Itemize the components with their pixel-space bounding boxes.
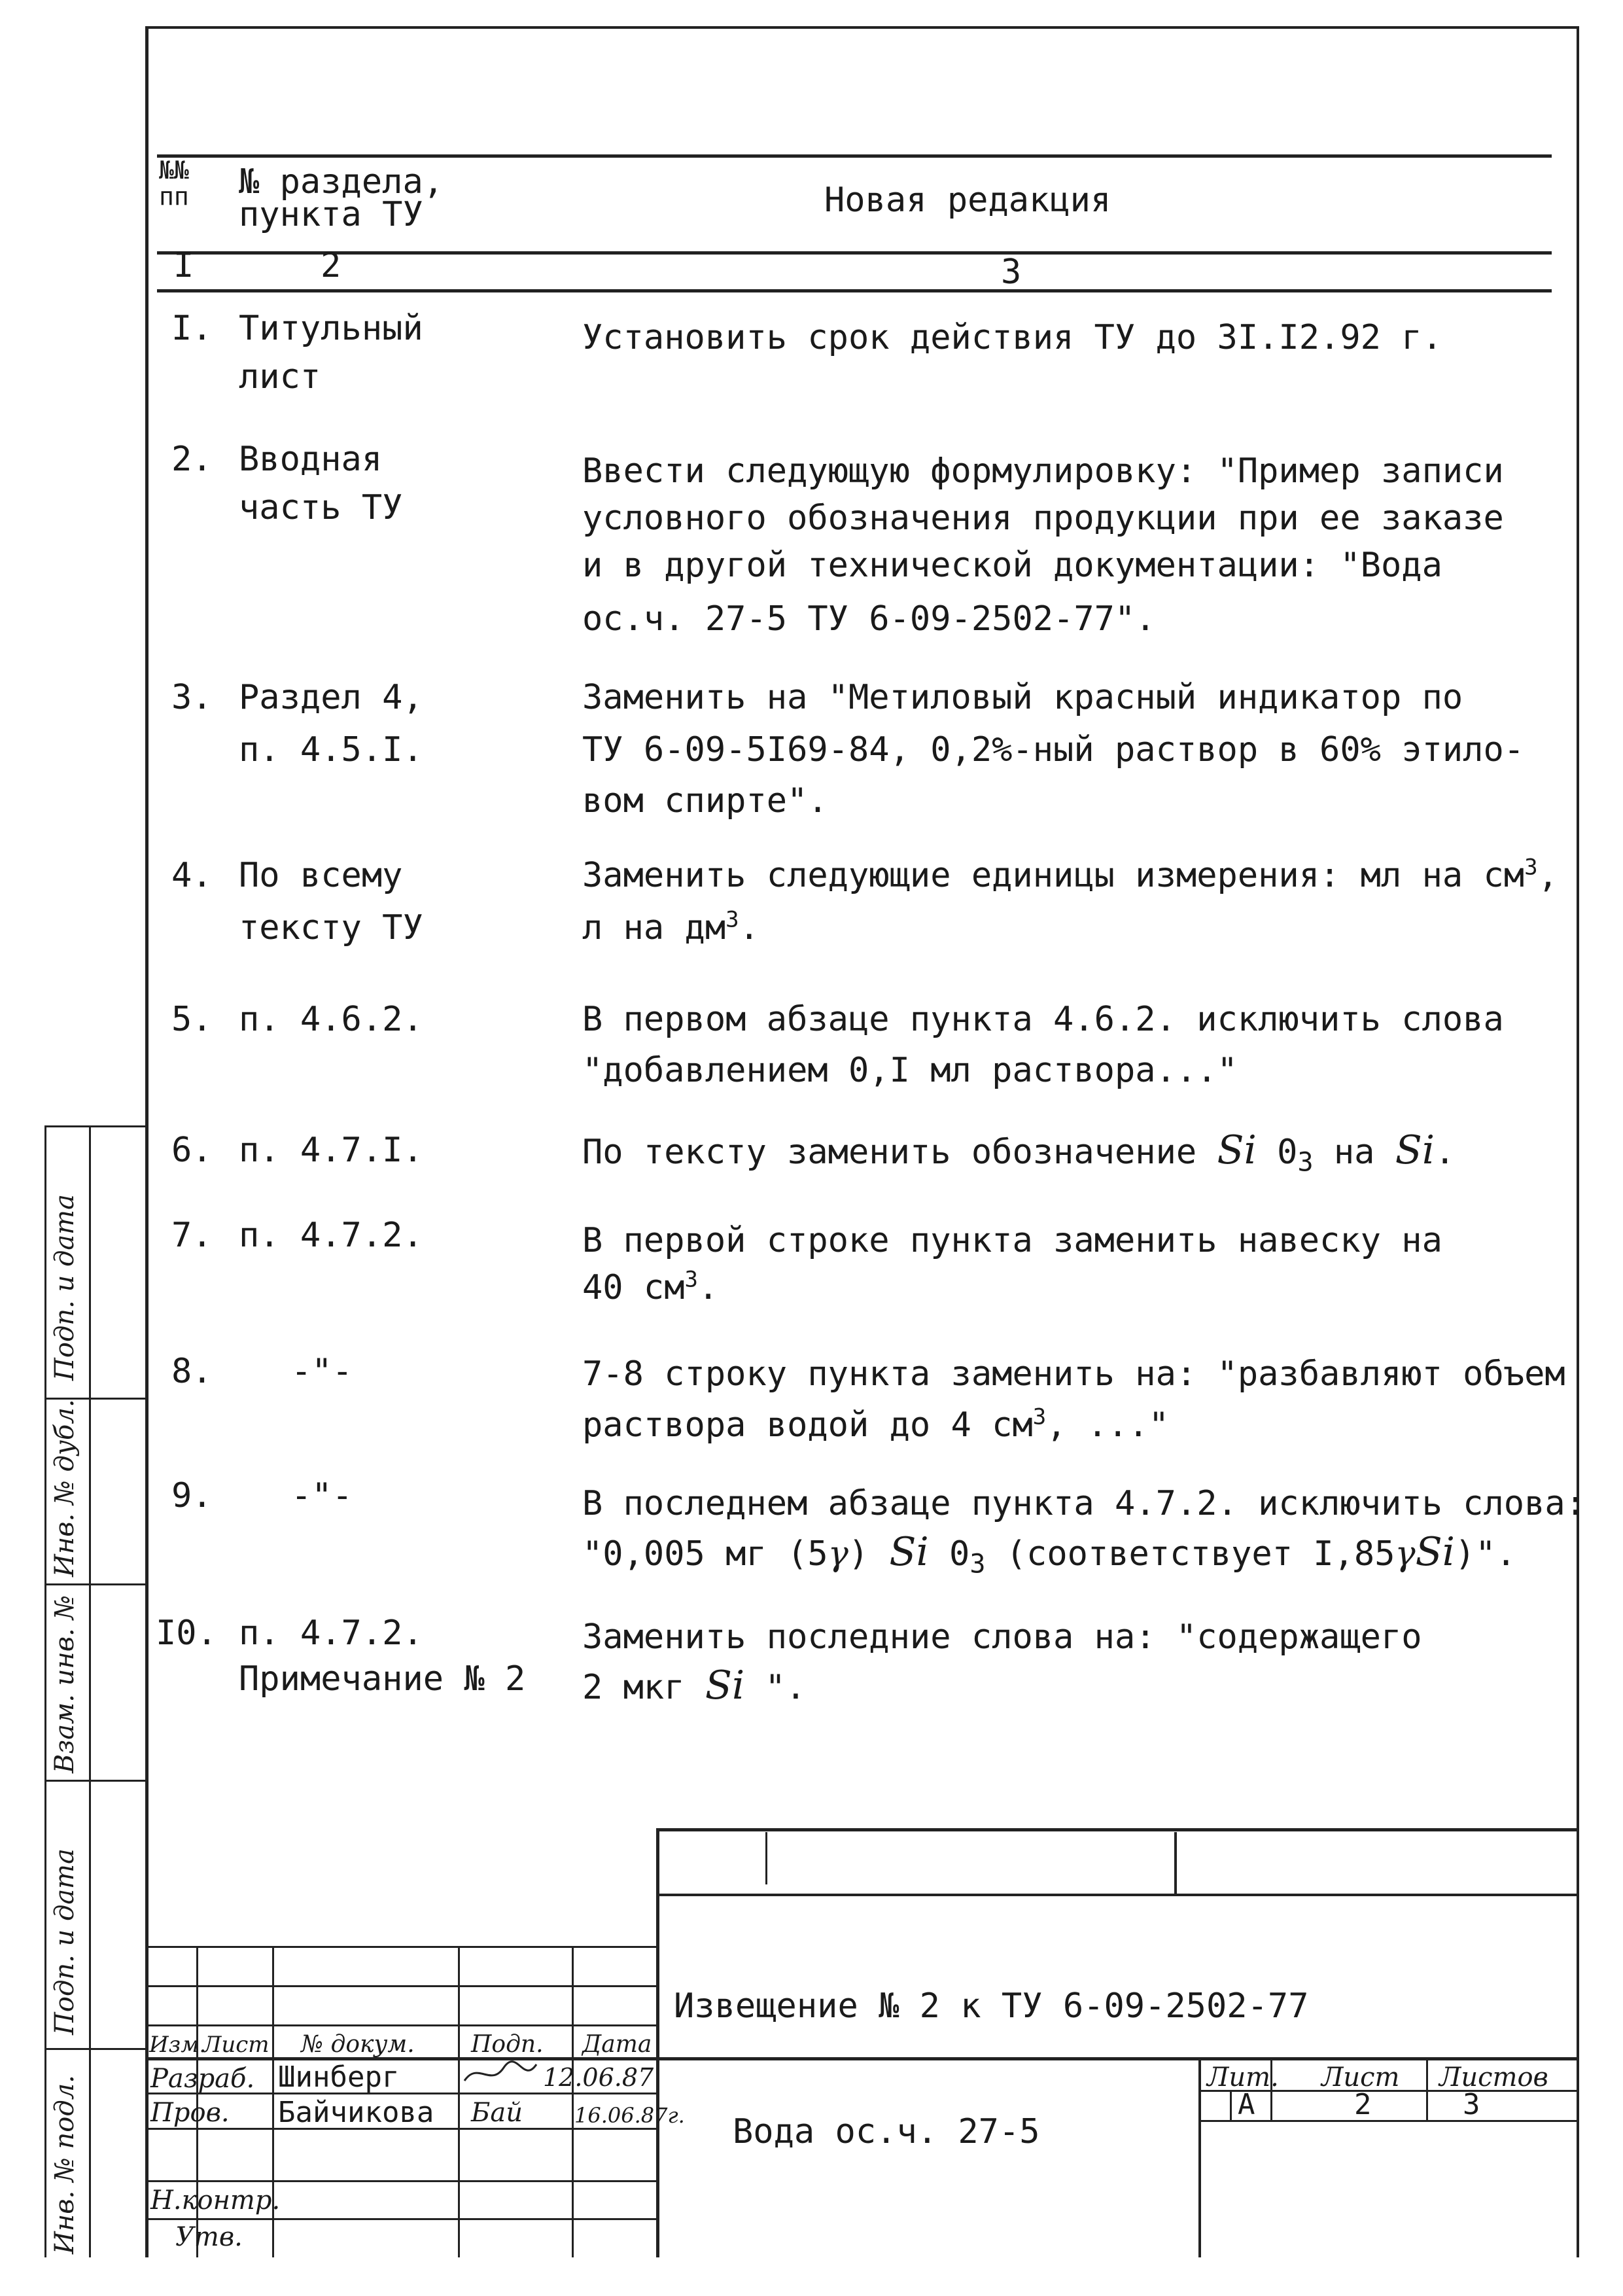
stamp-top-mark [765, 1832, 767, 1884]
row-8-text-2: раствора водой до 4 $см^3$, ..." [582, 1404, 1170, 1445]
col-izm: Изм. [149, 2032, 207, 2058]
header-col-section-1: № раздела, [239, 162, 444, 202]
stamp-lit-left [1198, 2060, 1201, 2257]
stamp-rule-left-2 [145, 1985, 656, 1987]
sheet-label: Лист [1321, 2062, 1400, 2093]
razrab-name: Шинберг [278, 2060, 400, 2094]
row-3-text-2: ТУ 6-09-5I69-84, 0,2%-ный раствор в 60% этило- [582, 730, 1525, 769]
si-symbol: Si [705, 1663, 745, 1708]
lit-label: Лит. [1207, 2062, 1279, 2093]
row-10-text-2: 2 мкг Si ". [582, 1663, 807, 1708]
row-9-section-1: -"- [291, 1476, 353, 1515]
prov-date: 16.06.87г. [574, 2103, 685, 2128]
prov-label: Пров. [150, 2098, 230, 2128]
si-symbol: Si [1395, 1127, 1435, 1173]
sidebar-podp-data-top: Подп. и дата [50, 1194, 80, 1381]
sidebar-rule-5 [44, 2048, 145, 2050]
header-col-new-text: Новая редакция [824, 181, 1111, 220]
row-9-text-1: В последнем абзаце пункта 4.7.2. исключить слова: [582, 1484, 1586, 1523]
row-8-section-1: -"- [291, 1352, 353, 1391]
row-8-text-1: 7-8 строку пункта заменить на: "разбавляют объем [582, 1354, 1565, 1394]
row-3-text-1: Заменить на "Метиловый красный индикатор по [582, 678, 1463, 717]
stamp-rule-left-7 [145, 2218, 656, 2220]
row-7-text-2: 40 $см^3$. [582, 1266, 719, 1307]
stamp-lit-cell [1230, 2090, 1232, 2120]
header-bottom-rule [157, 289, 1552, 292]
stamp-col-4 [572, 1946, 574, 2257]
row-7-text-1: В первой строке пункта заменить навеску на [582, 1221, 1442, 1260]
row-2-section-2: часть ТУ [239, 488, 403, 527]
row-9-num: 9. [171, 1476, 213, 1515]
row-7-num: 7. [171, 1216, 213, 1255]
prov-name: Байчикова [278, 2096, 434, 2129]
sidebar-rule-4 [44, 1780, 145, 1782]
header-top-rule [157, 154, 1552, 158]
row-5-num: 5. [171, 1000, 213, 1039]
row-4-section-1: По всему [239, 856, 403, 895]
prov-signature: Бай [471, 2098, 523, 2128]
row-4-section-2: тексту ТУ [239, 908, 423, 947]
row-10-section-1: п. 4.7.2. [239, 1614, 423, 1653]
stamp-sheet-col [1426, 2060, 1428, 2120]
razrab-label: Разраб. [150, 2064, 255, 2094]
stamp-top-rule [656, 1828, 1579, 1831]
row-7-section-1: п. 4.7.2. [239, 1216, 423, 1255]
stamp-col-3 [458, 1946, 460, 2257]
stamp-rule-left-1 [145, 1946, 656, 1948]
si-symbol: Si [1217, 1127, 1257, 1173]
row-4-text-2: л на $дм^3$. [582, 906, 759, 947]
si-symbol: Si [1415, 1529, 1455, 1575]
row-4-text-1: Заменить следующие единицы измерения: мл на $см^3$, [582, 854, 1558, 895]
row-3-num: 3. [171, 678, 213, 717]
sheets-value: 3 [1463, 2088, 1480, 2121]
razrab-date: 12.06.87 [543, 2063, 654, 2092]
row-6-num: 6. [171, 1131, 213, 1170]
row-3-section-2: п. 4.5.I. [239, 730, 423, 769]
stamp-lit-rule-2 [1198, 2120, 1579, 2122]
row-3-section-1: Раздел 4, [239, 678, 423, 717]
row-2-num: 2. [171, 440, 213, 479]
si-symbol: Si [889, 1529, 929, 1575]
row-1-section-1: Титульный [239, 309, 423, 348]
row-2-section-1: Вводная [239, 440, 383, 479]
header-num-3: 3 [1001, 253, 1022, 292]
row-10-text-1: Заменить последние слова на: "содержащего [582, 1617, 1422, 1657]
stamp-top-divider [1174, 1832, 1177, 1894]
row-6-section-1: п. 4.7.I. [239, 1131, 423, 1170]
row-1-section-2: лист [239, 357, 321, 397]
row-2-text-3: и в другой технической документации: "Вода [582, 546, 1442, 585]
row-10-section-2: Примечание № 2 [239, 1659, 526, 1699]
stamp-left-border [656, 1828, 659, 2257]
sidebar-rule-3 [44, 1583, 145, 1585]
utv-label: Утв. [175, 2222, 243, 2252]
row-3-text-3: вом спирте". [582, 781, 828, 821]
row-1-text-1: Установить срок действия ТУ до 3I.I2.92 г. [582, 318, 1442, 357]
row-4-num: 4. [171, 856, 213, 895]
sheets-label: Листов [1439, 2062, 1548, 2093]
notice-text: Извещение № 2 к ТУ 6-09-2502-77 [674, 1987, 1309, 2026]
sidebar-outer [44, 1125, 46, 2257]
row-10-num: I0. [156, 1614, 217, 1653]
sidebar-inv-dubl: Инв. № дубл. [50, 1399, 80, 1577]
stamp-rule-left-3 [145, 2024, 656, 2026]
row-8-num: 8. [171, 1352, 213, 1391]
row-2-text-2: условного обозначения продукции при ее заказе [582, 499, 1504, 538]
header-col-number: №№ пп [159, 156, 189, 211]
razrab-signature [458, 2055, 543, 2094]
row-5-text-2: "добавлением 0,I мл раствора..." [582, 1051, 1238, 1090]
product-name: Вода ос.ч. 27-5 [733, 2112, 1040, 2151]
sheet-value: 2 [1354, 2088, 1372, 2121]
row-1-num: I. [171, 309, 213, 348]
col-date: Дата [582, 2031, 652, 2058]
header-num-1: I [173, 246, 194, 285]
sidebar-inv-podl: Инв. № подл. [50, 2075, 80, 2254]
col-doc: № докум. [301, 2031, 415, 2058]
row-6-text: По тексту заменить обозначение Si $0_3$ на Si. [582, 1127, 1456, 1178]
header-mid-rule [157, 251, 1552, 255]
nkontr-label: Н.контр. [150, 2185, 281, 2216]
row-2-text-4: ос.ч. 27-5 ТУ 6-09-2502-77". [582, 599, 1156, 639]
sidebar-podp-data-bottom: Подп. и дата [50, 1848, 80, 2035]
stamp-rule-left-6 [145, 2180, 656, 2182]
row-5-section-1: п. 4.6.2. [239, 1000, 423, 1039]
lit-value: А [1238, 2088, 1255, 2121]
sidebar-vzam-inv: Взам. инв. № [50, 1595, 80, 1773]
col-sign: Подп. [471, 2031, 544, 2058]
sidebar-inner [89, 1125, 91, 2257]
header-num-2: 2 [321, 246, 341, 285]
sidebar-rule-1 [44, 1125, 145, 1127]
row-2-text-1: Ввести следующую формулировку: "Пример записи [582, 451, 1504, 491]
stamp-rule-2 [656, 1894, 1579, 1896]
col-list: Лист [203, 2032, 270, 2058]
row-9-text-2: "0,005 мг (5γ) Si $0_3$ (соответствует I,85γSi)". [582, 1529, 1516, 1580]
row-5-text-1: В первом абзаце пункта 4.6.2. исключить слова [582, 1000, 1504, 1039]
header-col-section-2: пункта ТУ [239, 195, 423, 234]
